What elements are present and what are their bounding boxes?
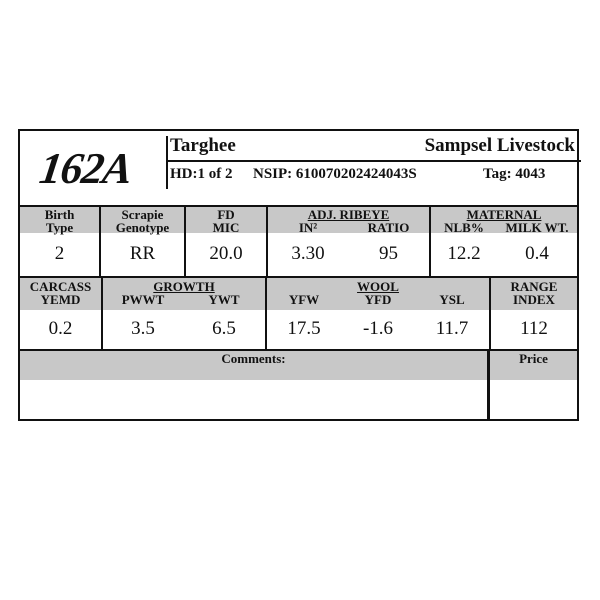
fd-mic-value: 20.0	[209, 243, 243, 264]
row3-top-border	[20, 349, 577, 351]
maternal-title: MATERNAL	[466, 207, 542, 222]
birth-type-label-2: Type	[45, 220, 74, 235]
growth-pwwt-value: 3.5	[131, 318, 155, 339]
breed-name: Targhee	[170, 135, 236, 156]
ribeye-ratio-value: 95	[379, 243, 398, 264]
tag-number: Tag: 4043	[483, 166, 546, 182]
range-value: 112	[520, 318, 548, 339]
wool-yfd-label: YFD	[364, 292, 392, 307]
price-label: Price	[519, 351, 548, 366]
seller-name: Sampsel Livestock	[424, 135, 575, 156]
birth-type-label-1: Birth	[44, 207, 75, 222]
comments-label: Comments:	[221, 351, 286, 366]
ribeye-title: ADJ. RIBEYE	[307, 207, 390, 222]
ribeye-ratio-label: RATIO	[367, 220, 410, 235]
header-divider-horizontal	[166, 160, 581, 162]
maternal-nlb-label: NLB%	[444, 220, 484, 235]
fd-mic-label-2: MIC	[212, 220, 240, 235]
fd-mic-label-1: FD	[217, 207, 235, 222]
sale-lot-card	[18, 129, 579, 421]
hd-count: HD:1 of 2	[170, 166, 233, 182]
wool-yfd-value: -1.6	[362, 318, 394, 339]
wool-ysl-value: 11.7	[435, 318, 469, 339]
nsip-id: NSIP: 610070202424043S	[253, 166, 417, 182]
wool-title: WOOL	[357, 279, 399, 294]
maternal-nlb-value: 12.2	[447, 243, 481, 264]
scrapie-label-1: Scrapie	[121, 207, 164, 222]
ribeye-in2-label: IN²	[298, 220, 318, 235]
wool-yfw-label: YFW	[288, 292, 320, 307]
carcass-value: 0.2	[48, 318, 73, 339]
wool-ysl-label: YSL	[439, 292, 465, 307]
birth-type-value: 2	[54, 243, 65, 264]
maternal-milk-value: 0.4	[525, 243, 549, 264]
range-label-1: RANGE	[510, 279, 558, 294]
maternal-milk-label: MILK WT.	[505, 220, 569, 235]
growth-ywt-label: YWT	[208, 292, 240, 307]
carcass-label-1: CARCASS	[29, 279, 92, 294]
growth-pwwt-label: PWWT	[121, 292, 165, 307]
growth-ywt-value: 6.5	[212, 318, 236, 339]
lot-number: 162A	[36, 144, 135, 193]
scrapie-label-2: Genotype	[115, 220, 170, 235]
carcass-label-2: YEMD	[40, 292, 81, 307]
range-label-2: INDEX	[513, 292, 555, 307]
growth-title: GROWTH	[153, 279, 215, 294]
wool-yfw-value: 17.5	[287, 318, 321, 339]
header-divider-vertical	[166, 136, 168, 189]
scrapie-value: RR	[129, 243, 156, 264]
ribeye-in2-value: 3.30	[291, 243, 325, 264]
